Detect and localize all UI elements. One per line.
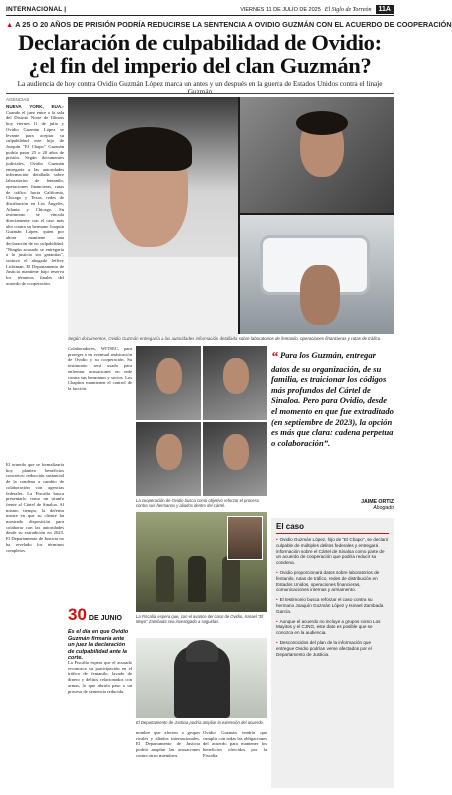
person-shape: [188, 556, 206, 602]
article-column-2-continued: [68, 660, 132, 788]
article-text: nombre que afecten a grupos rivales y aliados internacionales. El Departamento de Justicia podría ampliar las acusaciones contra otros miembros.: [136, 730, 200, 758]
dateline: NUEVA YORK, EUA.-: [6, 104, 64, 109]
helmet-shape: [186, 640, 218, 662]
hair-shape: [296, 111, 348, 135]
headline: [4, 31, 396, 77]
pull-quote: [271, 350, 394, 502]
hair-shape: [106, 127, 192, 171]
article-column-1: [6, 104, 64, 459]
quote-author: JAIME ORTIZ: [361, 499, 394, 505]
headline-line-2: ¿el fin del imperio del clan Guzmán?: [28, 53, 372, 78]
face-shape: [223, 434, 249, 470]
article-column-2: [68, 346, 132, 450]
article-column-3-continued: [136, 730, 200, 788]
person-shape: [222, 556, 240, 602]
issue-date: VIERNES 11 DE JULIO DE 2025: [240, 6, 321, 13]
date-highlight-number: [68, 606, 132, 627]
article-text: La Fiscalía espera que el acusado reconozca su participación en el tráfico de fentanilo, lavado de dinero y delitos relacionados con armas, lo que abriría paso a un proceso de sentencia reducida.: [68, 660, 132, 694]
list-item: • Ovidio Guzmán López, hijo de "El Chapo", se declaró culpable de múltiples delitos federales y entregará información sobre el Cártel de Sinaloa como parte de un acuerdo de cooperación que podría reducir su condena.: [276, 537, 389, 566]
arrest-photo-caption: La Fiscalía espera que, con el avance del caso de Ovidio, Ismael "El Mayo" Zambada sea investigado a seguidas.: [136, 614, 264, 624]
quote-attribution: [271, 499, 394, 511]
headline-line-1: Declaración de culpabilidad de Ovidio:: [18, 30, 382, 55]
pull-quote-text: Para los Guzmán, entregar datos de su organización, de su familia, es traicionar los códigos más profundos del Cártel de Sinaloa. Pero para Ovidio, desde el momento en que fue extraditado (en septiembre de 2023), la opción es más que clara: cadena perpetua o colaboración”.: [271, 350, 394, 448]
page-header: [6, 4, 394, 16]
article-text: Ovidio Guzmán tendría que cumplir con todas las obligaciones del acuerdo para mantener los beneficios ofrecidos por la Fiscalía.: [203, 730, 267, 758]
article-text: El acuerdo que se formalizaría hoy plantea beneficios concretos: reducción sustancial de la condena a cambio de colaboración con agencias federales. La Fiscalía busca presentarlo como un triunfo frente al Cártel de Sinaloa. Al mismo tiempo, la defensa insiste en que su cliente ha mostrado disposición para colaborar con las autoridades desde su extradición en 2023. El Departamento de Justicia no ha revelado los términos completos.: [6, 462, 64, 553]
photo-grid-cell: [136, 422, 201, 496]
newspaper-name: El Siglo de Torreón: [324, 6, 372, 13]
date-highlight-box: [68, 605, 132, 661]
article-text: Colaboradores, WITSEC, para proteger a su eventual reubicación de Ovidio y su cooperación. Su testimonio será usado para enfrentar acusaciones en sede contra sus hermanos y socios. Los Chapitos mantienen el control de la facción.: [68, 346, 132, 391]
list-item: • El testimonio busca reforzar el caso contra su hermano Joaquín Guzmán López y Ismael Zambada García.: [276, 597, 389, 614]
article-column-1-continued: [6, 462, 64, 788]
article-column-4-continued: [203, 730, 267, 788]
photo-grid-cell: [136, 346, 201, 420]
arrest-photo: [136, 512, 267, 612]
quote-mark-icon: “: [271, 350, 278, 365]
list-item: • Ovidio proporcionará datos sobre laboratorios de fentanilo, rutas de tráfico, redes de distribución en Estados Unidos, operaciones financieras, comunicaciones internas y armamento.: [276, 570, 389, 593]
secondary-photo-bottom: [240, 215, 394, 334]
article-text: Cuando el juez entre a la sala del Distrito Norte de Illinois hoy viernes 11 de julio y Ovidio Guzmán López se levante para aceptar su culpabilidad este hijo de Joaquín "El Chapo" Guzmán podría pasar 25 o 20 años de prisión. Según documentos judiciales, Ovidio Guzmán entregaría a las autoridades información detallada sobre laboratorios de fentanilo, operaciones financieras, rutas de tráfico hacia California, Chicago y Texas, redes de distribución en Los Ángeles, Atlanta y Chicago. Su testimonio se vincula directamente con el caso más alto contra su hermano Joaquín Guzmán López, quien por ahora mantiene una declaración de no culpabilidad. "Ningún acusado se entregaría a la justicia sin garantías", sostuvo el abogado Jeffrey Lichtman. El Departamento de Justicia mantiene bajo reserva los términos finales del acuerdo de cooperación.: [6, 109, 64, 286]
face-shape: [156, 358, 182, 394]
list-item: • Aunque el acuerdo no incluye a grupos como Los Mayitos y el CJNG, este dato es posible que se conozca en la audiencia.: [276, 619, 389, 636]
date-number: 30: [68, 605, 87, 624]
date-highlight-text: Es el día en que Ovidio Guzmán firmaría ante un juez la declaración de culpabilidad ante la corte.: [68, 629, 129, 661]
face-shape: [223, 358, 249, 394]
page-number: 11A: [376, 5, 394, 14]
main-photo-collage: [68, 97, 394, 334]
shirt-shape: [68, 257, 238, 337]
case-box-list: [276, 537, 389, 657]
soldier-photo-caption: El Departamento de Justicia podría ampliar la extensión del acuerdo.: [136, 720, 265, 725]
portrait-photo: [68, 97, 238, 334]
kicker: [6, 20, 452, 29]
case-box-title: El caso: [276, 522, 389, 534]
section-label: INTERNACIONAL |: [6, 6, 67, 13]
face-shape: [156, 434, 182, 470]
triangle-icon: ▲: [6, 20, 14, 29]
quote-author-role: Abogado: [373, 505, 394, 511]
person-shape: [156, 556, 174, 602]
soldier-photo: [136, 638, 267, 718]
date-unit: DE JUNIO: [88, 615, 122, 622]
main-photo-caption: Según documentos, Ovidio Guzmán entregaría a las autoridades información detallada sobre laboratorios de fentanilo, operaciones financieras y rutas de tráfico.: [68, 336, 382, 341]
list-item: • Desconocidos del plan de la información que entregue Ovidio podrían verse afectados por el Departamento de Justicia.: [276, 640, 389, 657]
deck: La audiencia de hoy contra Ovidio Guzmán López marca un antes y un después en la guerra de Estados Unidos contra el linaje Guzmán: [17, 80, 383, 96]
byline: AGENCIAS: [6, 97, 30, 102]
inset-photo: [227, 516, 263, 560]
secondary-photo-top: [240, 97, 394, 213]
photo-grid-cell: [203, 346, 268, 420]
case-summary-box: [271, 518, 394, 788]
photo-grid-cell: [203, 422, 268, 496]
person-shape: [300, 265, 340, 325]
kicker-text: A 25 O 20 AÑOS DE PRISIÓN PODRÍA REDUCIRSE LA SENTENCIA A OVIDIO GUZMÁN CON EL ACUERDO DE COOPERACIÓN: [15, 20, 452, 29]
divider: [6, 93, 394, 94]
header-meta: [240, 5, 394, 14]
photo-grid: [136, 346, 267, 496]
photo-grid-caption: La cooperación de Ovidio busca como objetivo reforzar el proceso contra sus hermanos y aliados dentro del cártel.: [136, 498, 259, 508]
